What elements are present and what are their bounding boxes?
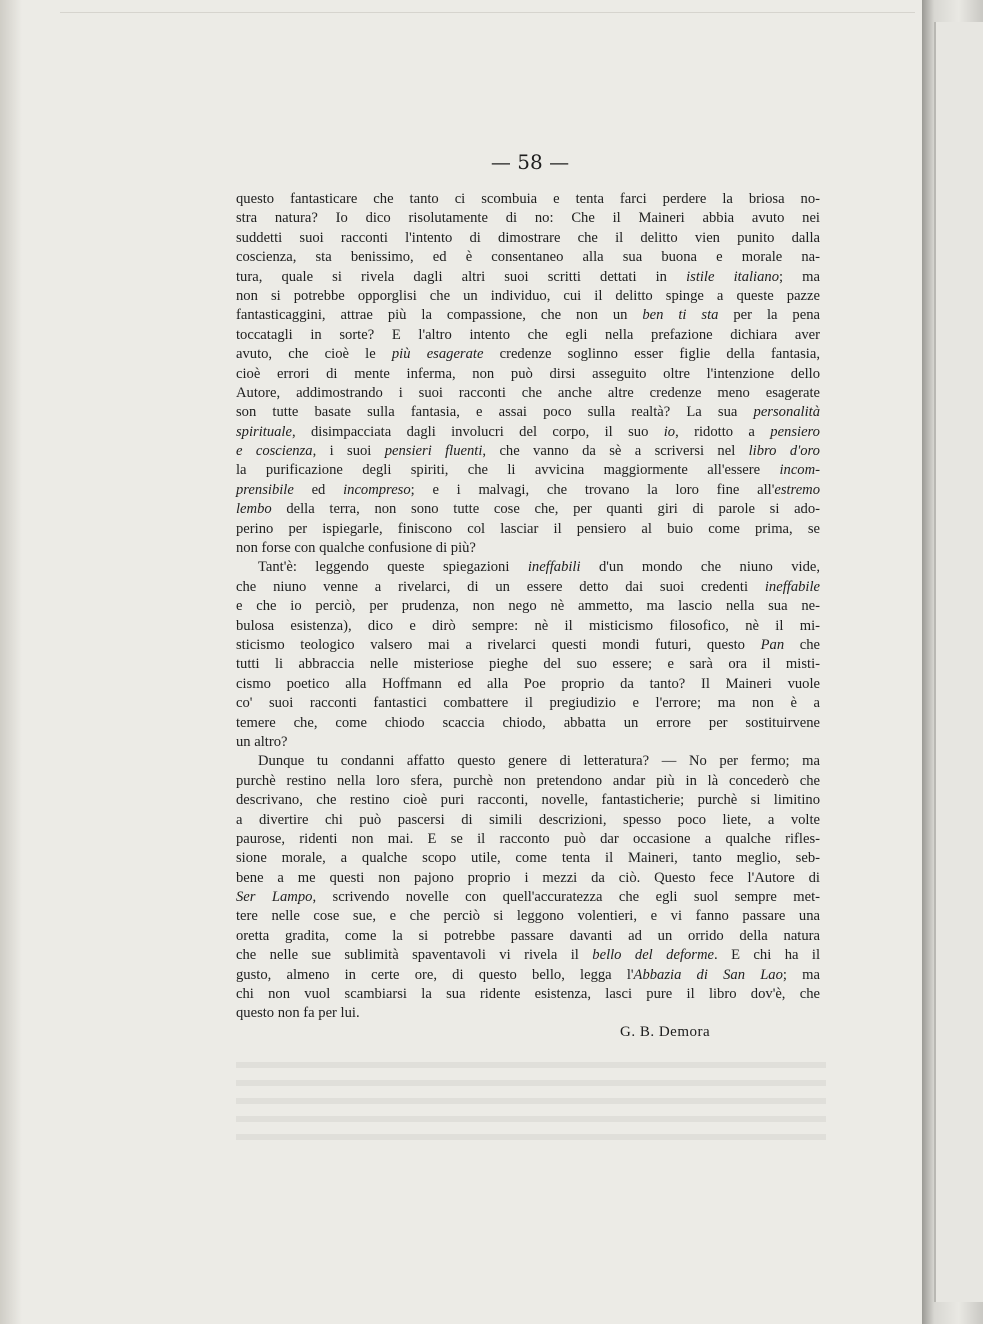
text-line: descrivano, che restino cioè puri racconti, novelle, fantasticherie; purchè si limitino: [236, 792, 820, 809]
text-line: non si potrebbe opporglisi che un individuo, cui il delitto spinge a queste pazze: [236, 287, 820, 304]
text-line: sticismo teologico valsero mai a rivelarci questi mondi futuri, questo Pan che: [236, 636, 820, 653]
paragraph: [236, 558, 820, 752]
text-line: Tant'è: leggendo queste spiegazioni ineffabili d'un mondo che niuno vide,: [258, 559, 821, 576]
text-line: chi non vuol scambiarsi la sua ridente esistenza, lasci pure il libro dov'è, che: [236, 986, 820, 1003]
text-line: oretta gradita, come la si potrebbe passare davanti ad un orrido della natura: [236, 927, 820, 944]
text-line: temere che, come chiodo scaccia chiodo, abbatta un errore per sostituirvene: [236, 714, 820, 731]
text-line: co' suoi racconti fantastici combattere il pregiudizio e l'errore; ma non è a: [236, 695, 820, 712]
paragraph: [236, 752, 820, 1023]
text-line: prensibile ed incompreso; e i malvagi, che trovano la loro fine all'estremo: [236, 481, 821, 498]
text-line: purchè restino nella loro sfera, purchè non pretendono andar più in là concederò che: [236, 772, 820, 789]
text-line: e che io perciò, per prudenza, non nego nè ammetto, ma lascio nella sua ne-: [236, 598, 820, 615]
text-line: perino per ispiegarle, finiscono col lasciar il pensiero al buio come prima, se: [236, 520, 820, 537]
text-line: Autore, addimostrando i suoi racconti che anche altre credenze meno esagerate: [236, 384, 820, 401]
text-line: tutti li abbraccia nelle misteriose pieghe del suo essere; e sarà ora il misti-: [236, 656, 820, 673]
text-line: che nelle sue sublimità spaventavoli vi rivela il bello del deforme. E chi ha il: [236, 947, 821, 964]
page-number: — 58 —: [490, 150, 570, 174]
body-text: [236, 190, 820, 1024]
text-line: son tutte basate sulla fantasia, e assai poco sulla realtà? La sua personalità: [236, 404, 820, 421]
page-top-rule: [60, 12, 915, 35]
text-line: non forse con qualche confusione di più?: [236, 540, 476, 557]
text-line: suddetti suoi racconti l'intento di dimostrare che il delitto vien punito dalla: [236, 229, 820, 246]
next-page-surface: [934, 22, 983, 1302]
text-line: gusto, almeno in certe ore, di questo bello, legga l'Abbazia di San Lao; ma: [236, 966, 820, 983]
text-line: bene a me questi non pajono proprio i mezzi da ciò. Questo fece l'Autore di: [236, 869, 820, 886]
text-line: a divertire chi può pascersi di simili descrizioni, spesso poco liete, a volte: [236, 811, 820, 828]
text-line: cioè errori di mente inferma, non può dirsi asseguito oltre l'intenzione dello: [236, 365, 820, 382]
text-line: Dunque tu condanni affatto questo genere di letteratura? — No per fermo; ma: [258, 753, 820, 770]
text-line: e coscienza, i suoi pensieri fluenti, che vanno da sè a scriversi nel libro d'oro: [236, 443, 820, 460]
text-line: questo non fa per lui.: [236, 1005, 360, 1022]
text-line: questo fantasticare che tanto ci scombuia e tenta farci perdere la briosa no-: [236, 191, 820, 207]
text-line: Ser Lampo, scrivendo novelle con quell'accuratezza che egli suol sempre met-: [236, 889, 821, 906]
text-line: paurose, ridenti non mai. E se il racconto può dar occasione a qualche rifles-: [236, 830, 820, 847]
text-line: spirituale, disimpacciata dagli involucri del corpo, il suo io, ridotto a pensiero: [236, 423, 820, 440]
author-signature: G. B. Demora: [620, 1024, 711, 1040]
text-line: la purificazione degli spiriti, che li avvicina maggiormente all'essere incom-: [236, 462, 820, 479]
bleed-through-texture: [236, 1050, 826, 1145]
text-line: fantasticaggini, attrae più la compassione, che non un ben ti sta per la pena: [236, 307, 820, 324]
text-line: coscienza, sta benissimo, ed è consentaneo alla sua buona e morale na-: [236, 249, 820, 266]
text-line: cismo poetico alla Hoffmann ed alla Poe proprio da tanto? Il Maineri vuole: [236, 675, 820, 692]
page-gutter-shadow: [0, 0, 22, 1324]
text-line: tura, quale si rivela dagli altri suoi scritti dettati in istile italiano; ma: [236, 268, 820, 285]
text-line: avuto, che cioè le più esagerate credenze soglinno esser figlie della fantasia,: [236, 346, 820, 363]
text-line: tere nelle cose sue, e che perciò si leggono volentieri, e vi fanno passare una: [236, 908, 820, 925]
text-line: che niuno venne a rivelarci, di un essere detto dai suoi credenti ineffabile: [236, 578, 820, 595]
text-line: toccatagli in sorte? E l'altro intento che egli nella prefazione dichiara aver: [236, 326, 820, 343]
text-line: sione morale, a qualche scopo utile, come tenta il Maineri, tanto meglio, seb-: [236, 850, 820, 867]
text-line: bulosa esistenza), dico e dirò sempre: nè il misticismo filosofico, nè il mi-: [236, 617, 820, 634]
paragraph: [236, 190, 820, 558]
text-line: lembo della terra, non sono tutte cose che, per quanti giri di parole si ado-: [236, 501, 820, 518]
text-line: un altro?: [236, 733, 288, 750]
text-line: stra natura? Io dico risolutamente di no: Che il Maineri abbia avuto nei: [236, 210, 820, 227]
